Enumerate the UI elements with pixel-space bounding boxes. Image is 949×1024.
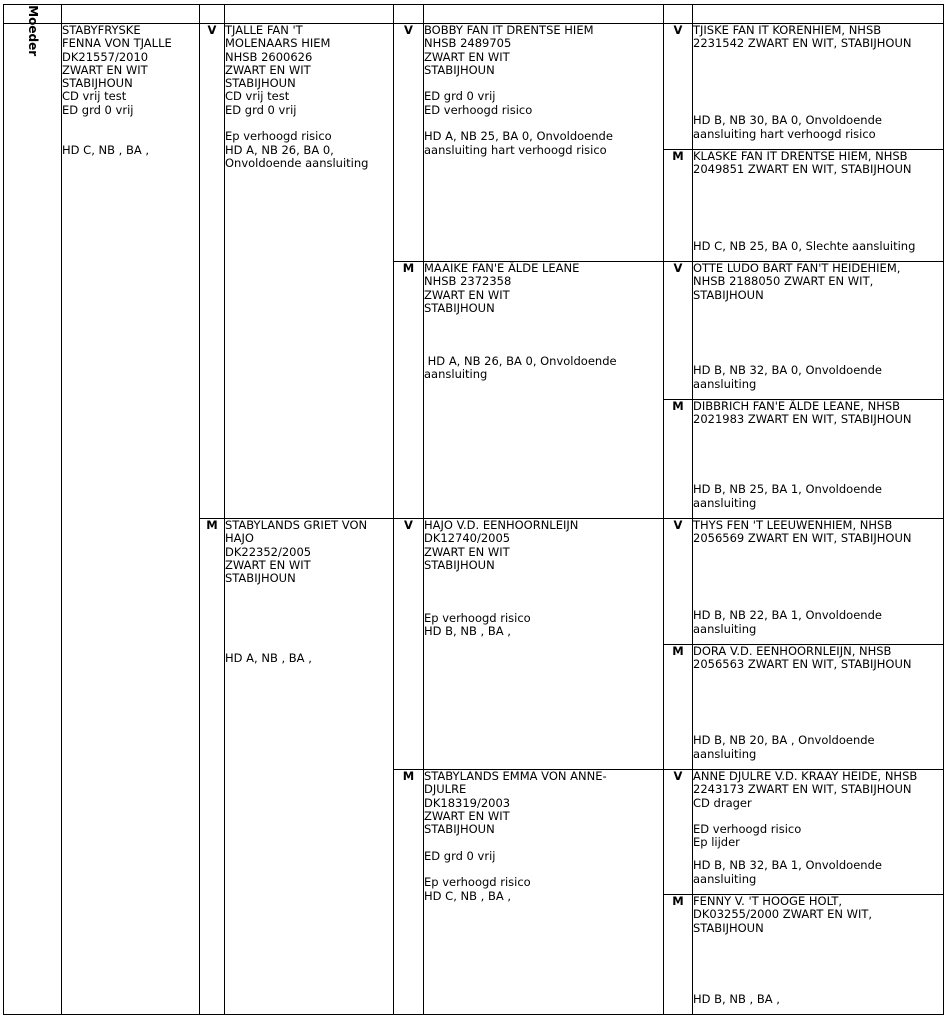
text-line: 2243173 ZWART EN WIT, STABIJHOUN (693, 782, 912, 797)
text-line (225, 117, 393, 130)
gen4-marker-1: V (664, 24, 693, 150)
text-line: ED grd 0 vrij (62, 102, 134, 117)
text-line: DK21557/2010 (62, 49, 149, 64)
gen4-marker-4: M (664, 400, 693, 519)
text-line: STABIJHOUN (693, 287, 764, 302)
text-line: ED grd 0 vrij (225, 102, 297, 117)
text-line: aansluiting hart verhoogd risico (693, 126, 876, 141)
gen4-dog-1 (693, 24, 944, 150)
text-line: HD B, NB 25, BA 1, Onvoldoende (693, 482, 882, 497)
gen4-top-info (693, 400, 943, 427)
gen2-sire-text (225, 24, 393, 170)
gen4-dog-7 (693, 770, 944, 895)
gen4-text-5 (693, 519, 943, 642)
text-line: DK03255/2000 ZWART EN WIT, (693, 907, 873, 922)
text-line: DORA V.D. EENHOORNLEIJN, NHSB (693, 644, 892, 658)
text-line: CD vrij test (225, 89, 290, 104)
text-line: ZWART EN WIT (424, 287, 510, 302)
gen4-health-info (693, 114, 943, 141)
gen3-text-4 (424, 770, 663, 903)
gen3-dog-4 (424, 770, 664, 1015)
gen4-marker-3: V (664, 262, 693, 400)
gen3-text-1 (424, 24, 663, 157)
text-line: HD A, NB , BA , (225, 650, 312, 665)
text-line: STABIJHOUN (424, 822, 495, 837)
text-line: STABIJHOUN (693, 920, 764, 935)
text-line (424, 315, 663, 328)
text-line: STABIJHOUN (424, 62, 495, 77)
gen4-text-4 (693, 400, 943, 516)
text-line: ZWART EN WIT (424, 544, 510, 559)
text-line: ED verhoogd risico (424, 102, 533, 117)
text-line (424, 342, 663, 355)
text-line: ZWART EN WIT (424, 808, 510, 823)
gen4-top-info (693, 262, 943, 302)
header-cell (424, 5, 664, 24)
gen4-health-info (693, 734, 943, 761)
text-line: aansluiting (693, 376, 757, 391)
text-line (424, 77, 663, 90)
text-line: ED grd 0 vrij (424, 89, 496, 104)
text-line (225, 625, 393, 638)
gen2-dam-marker: M (200, 519, 225, 1015)
gen4-text-3 (693, 262, 943, 397)
text-line: STABIJHOUN (424, 300, 495, 315)
gen4-marker-6: M (664, 645, 693, 770)
gen4-marker-8: M (664, 895, 693, 1015)
gen3-text-2 (424, 262, 663, 382)
text-line: DK18319/2003 (424, 795, 511, 810)
text-line: MAAIKE FAN'E ÂLDE LEANE (424, 261, 580, 275)
text-line: 2049851 ZWART EN WIT, STABIJHOUN (693, 162, 912, 177)
header-cell (62, 5, 200, 24)
gen4-dog-5 (693, 519, 944, 645)
text-line: STABIJHOUN (424, 557, 495, 572)
text-line: STABYLANDS EMMA VON ANNE- (424, 769, 607, 783)
text-line: ED grd 0 vrij (424, 848, 496, 863)
gen4-marker-2: M (664, 150, 693, 262)
text-line (424, 328, 663, 341)
text-line: ZWART EN WIT (225, 62, 311, 77)
gen4-marker-7: V (664, 770, 693, 895)
text-line: Ep verhoogd risico (424, 875, 531, 890)
text-line: HD A, NB 26, BA 0, (225, 142, 334, 157)
gen4-marker-5: V (664, 519, 693, 645)
gen3-marker-4: M (394, 770, 424, 1015)
text-line: ZWART EN WIT (424, 49, 510, 64)
text-line: Onvoldoende aansluiting (225, 155, 369, 170)
text-line: ED verhoogd risico (693, 822, 802, 837)
gen4-text-7 (693, 770, 943, 892)
text-line: STABYFRYSKE (62, 23, 141, 37)
gen2-sire-marker: V (200, 24, 225, 519)
gen4-dog-2 (693, 150, 944, 262)
text-line: 2231542 ZWART EN WIT, STABIJHOUN (693, 36, 912, 51)
text-line (424, 117, 663, 130)
header-cell (394, 5, 424, 24)
gen4-dog-6 (693, 645, 944, 770)
text-line: aansluiting (693, 495, 757, 510)
text-line: STABYLANDS GRIET VON (225, 518, 368, 532)
gen4-health-info (693, 240, 943, 253)
text-line: HD B, NB 32, BA 0, Onvoldoende (693, 363, 882, 378)
text-line (62, 117, 199, 130)
text-line: TJISKE FAN IT KORENHIEM, NHSB (693, 23, 882, 37)
gen4-text-6 (693, 645, 943, 767)
text-line: HD C, NB , BA , (62, 142, 150, 157)
text-line: OTTE LUDO BART FAN'T HEIDEHIEM, (693, 261, 901, 275)
gen4-top-info (693, 645, 943, 672)
text-line: 2056569 ZWART EN WIT, STABIJHOUN (693, 531, 912, 546)
text-line: aansluiting (424, 367, 488, 382)
text-line: STABIJHOUN (225, 76, 296, 91)
gen4-text-8 (693, 895, 943, 1012)
header-row (4, 5, 944, 24)
gen3-marker-1: V (394, 24, 424, 262)
side-label-cell (4, 5, 62, 1015)
text-line: Ep lijder (693, 835, 740, 850)
gen2-sire-dog (225, 24, 394, 519)
text-line (424, 836, 663, 849)
text-line: TJALLE FAN 'T (225, 23, 303, 37)
text-line (424, 585, 663, 598)
header-cell (693, 5, 944, 24)
gen4-top-info (693, 895, 943, 935)
gen4-dog-8 (693, 895, 944, 1015)
text-line: Ep verhoogd risico (424, 611, 531, 626)
text-line: ZWART EN WIT (62, 62, 148, 77)
gen3-dog-2 (424, 262, 664, 519)
text-line (225, 585, 393, 598)
text-line: NHSB 2600626 (225, 49, 313, 64)
text-line: HD B, NB 20, BA , Onvoldoende (693, 733, 875, 748)
gen4-top-info (693, 150, 943, 177)
text-line: ZWART EN WIT (225, 557, 311, 572)
gen4-health-info (693, 859, 943, 886)
text-line: aansluiting hart verhoogd risico (424, 142, 607, 157)
text-line (693, 810, 943, 823)
gen2-dam-dog (225, 519, 394, 1015)
text-line: FENNA VON TJALLE (62, 36, 172, 51)
header-cell (200, 5, 225, 24)
text-line: DK12740/2005 (424, 531, 511, 546)
gen2-dam-text (225, 519, 393, 665)
text-line: BOBBY FAN IT DRENTSE HIEM (424, 23, 594, 37)
gen4-health-info (693, 364, 943, 391)
text-line: NHSB 2372358 (424, 274, 512, 289)
text-line: KLASKE FAN IT DRENTSE HIEM, NHSB (693, 149, 908, 163)
pedigree-table (3, 4, 944, 1015)
gen4-top-info (693, 24, 943, 51)
text-line: HD B, NB 32, BA 1, Onvoldoende (693, 858, 882, 873)
header-cell (664, 5, 693, 24)
header-cell (225, 5, 394, 24)
text-line: HD B, NB 30, BA 0, Onvoldoende (693, 113, 882, 128)
gen4-text-2 (693, 150, 943, 259)
text-line (62, 130, 199, 143)
text-line: HD B, NB 22, BA 1, Onvoldoende (693, 608, 882, 623)
text-line: HD B, NB , BA , (693, 991, 780, 1006)
gen3-dog-3 (424, 519, 664, 770)
text-line: HD A, NB 26, BA 0, Onvoldoende (424, 354, 617, 369)
text-line: THYS FEN 'T LEEUWENHIEM, NHSB (693, 518, 893, 532)
text-line: CD vrij test (62, 89, 127, 104)
text-line: NHSB 2188050 ZWART EN WIT, (693, 274, 874, 289)
gen4-dog-3 (693, 262, 944, 400)
text-line: 2056563 ZWART EN WIT, STABIJHOUN (693, 657, 912, 672)
gen4-text-1 (693, 24, 943, 147)
text-line: STABIJHOUN (62, 76, 133, 91)
text-line (225, 612, 393, 625)
gen3-marker-3: V (394, 519, 424, 770)
gen3-text-3 (424, 519, 663, 639)
text-line: HD C, NB , BA , (424, 888, 512, 903)
text-line: ANNE DJULRE V.D. KRAAY HEIDE, NHSB (693, 769, 918, 783)
text-line (225, 639, 393, 652)
text-line (424, 863, 663, 876)
gen4-top-info (693, 519, 943, 546)
text-line: HD B, NB , BA , (424, 624, 511, 639)
text-line: CD drager (693, 795, 752, 810)
text-line: NHSB 2489705 (424, 36, 512, 51)
text-line (424, 599, 663, 612)
gen1-dog-text (62, 24, 199, 157)
gen3-dog-1 (424, 24, 664, 262)
text-line: HAJO V.D. EENHOORNLEIJN (424, 518, 579, 532)
text-line: Ep verhoogd risico (225, 129, 332, 144)
gen4-top-info (693, 770, 943, 850)
text-line: DK22352/2005 (225, 544, 312, 559)
gen3-marker-2: M (394, 262, 424, 519)
side-label: Moeder (26, 5, 41, 57)
gen1-dog (62, 24, 200, 1015)
text-line: 2021983 ZWART EN WIT, STABIJHOUN (693, 412, 912, 427)
text-line: DJULRE (424, 782, 467, 797)
text-line: FENNY V. 'T HOOGE HOLT, (693, 894, 843, 908)
text-line: aansluiting (693, 746, 757, 761)
text-line: HD C, NB 25, BA 0, Slechte aansluiting (693, 238, 916, 253)
gen4-health-info (693, 993, 943, 1006)
gen4-health-info (693, 483, 943, 510)
text-line: MOLENAARS HIEM (225, 36, 331, 51)
gen4-dog-4 (693, 400, 944, 519)
text-line: aansluiting (693, 871, 757, 886)
text-line: DIBBRICH FAN'E ÂLDE LEANE, NHSB (693, 399, 901, 413)
text-line (225, 599, 393, 612)
text-line: HD A, NB 25, BA 0, Onvoldoende (424, 129, 613, 144)
text-line (424, 572, 663, 585)
gen4-health-info (693, 609, 943, 636)
text-line: HAJO (225, 531, 254, 546)
text-line: STABIJHOUN (225, 571, 296, 586)
text-line: aansluiting (693, 621, 757, 636)
